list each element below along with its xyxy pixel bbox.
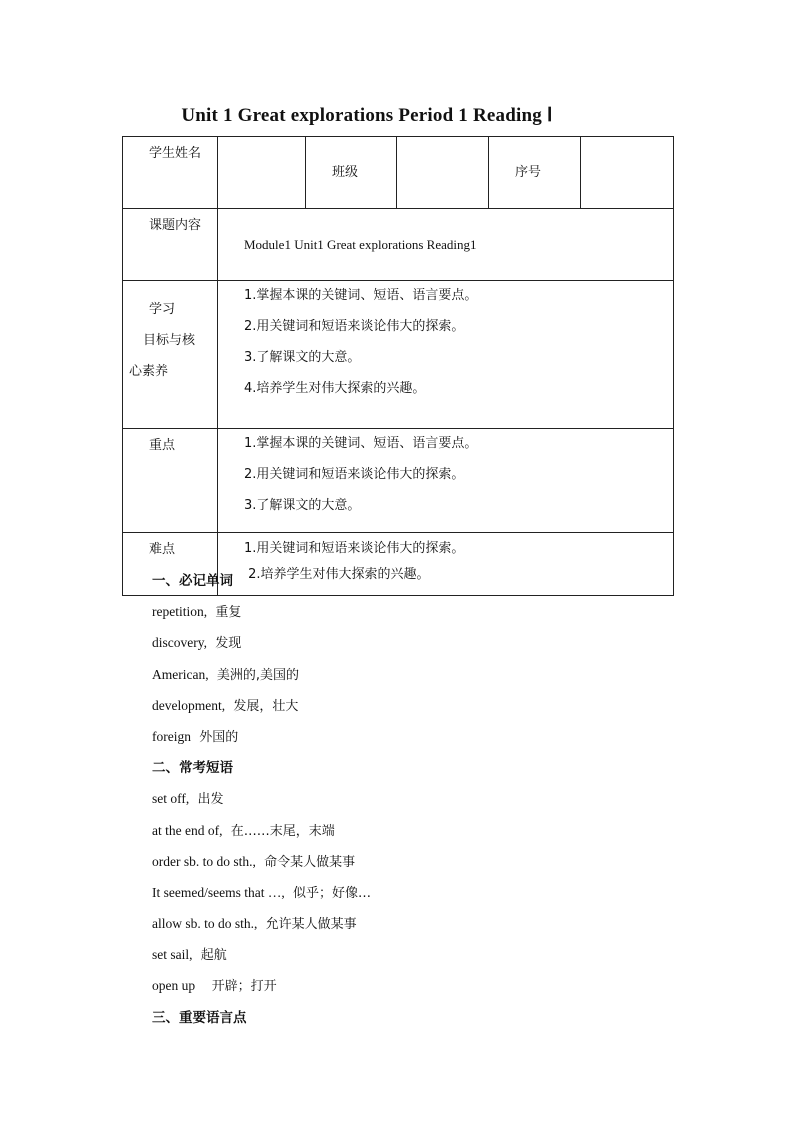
language-points-heading: 三、重要语言点 [152,1009,247,1026]
phrase-zh: 起航 [200,948,227,964]
vocab-en: development, [152,697,226,713]
phrase-item [152,853,712,884]
goal-item: 4.培养学生对伟大探索的兴趣。 [244,381,426,396]
class-cell[interactable] [397,137,489,209]
phrase-item [152,915,712,946]
vocab-zh: 美洲的,美国的 [216,667,300,683]
phrase-zh: 开辟；打开 [203,979,277,995]
phrase-zh: 似乎；好像… [292,885,371,901]
phrase-item [152,884,712,915]
phrase-zh: 允许某人做某事 [265,917,357,933]
phrase-en: at the end of, [152,822,223,838]
goals-label-line: 学习 [149,302,176,317]
vocab-item [152,634,712,665]
phrase-zh: 命令某人做某事 [264,854,356,870]
goals-label-line: 心素养 [129,364,169,379]
phrase-item [152,977,712,1008]
phrase-en: It seemed/seems that …, [152,884,285,900]
key-point-item: 2.用关键词和短语来谈论伟大的探索。 [244,467,465,482]
key-point-item: 1.掌握本课的关键词、短语、语言要点。 [244,436,478,451]
lesson-info-table [122,136,674,596]
document-title: Unit 1 Great explorations Period 1 Reading Ⅰ [181,105,553,126]
goal-item: 3.了解课文的大意。 [244,350,361,365]
vocab-item [152,728,712,759]
phrase-en: set off, [152,791,190,807]
key-points-label: 重点 [123,429,218,533]
phrase-item [152,822,712,853]
vocab-en: discovery, [152,635,207,651]
student-row [123,137,674,209]
vocab-en: American, [152,666,209,682]
goals-list [218,281,674,429]
goals-label [123,281,218,429]
key-points-row [123,429,674,533]
class-label: 班级 [306,137,397,209]
number-cell[interactable] [581,137,674,209]
phrase-item [152,946,712,977]
goal-item: 2.用关键词和短语来谈论伟大的探索。 [244,319,465,334]
phrase-en: open up [152,978,196,994]
difficult-point-item: 2.培养学生对伟大探索的兴趣。 [244,567,430,582]
vocab-item [152,603,712,634]
study-sections [152,572,712,1040]
goals-row [123,281,674,429]
vocab-zh: 发现 [215,636,242,652]
phrase-en: allow sb. to do sth., [152,916,258,932]
vocab-zh: 发展，壮大 [233,698,299,714]
topic-value: Module1 Unit1 Great explorations Reading1 [218,209,674,281]
vocab-en: repetition, [152,604,208,620]
goal-item: 1.掌握本课的关键词、短语、语言要点。 [244,288,478,303]
student-name-cell[interactable] [218,137,306,209]
number-label: 序号 [489,137,581,209]
phrase-en: set sail, [152,947,193,963]
topic-label: 课题内容 [123,209,218,281]
vocab-en: foreign [152,728,191,744]
key-point-item: 3.了解课文的大意。 [244,498,361,513]
key-points-list [218,429,674,533]
phrase-zh: 在……末尾，末端 [230,823,335,839]
vocab-zh: 重复 [215,605,242,621]
vocab-heading: 一、必记单词 [152,573,233,589]
vocab-item [152,666,712,697]
difficult-point-item: 1.用关键词和短语来谈论伟大的探索。 [244,541,465,556]
topic-row [123,209,674,281]
vocab-zh: 外国的 [199,729,239,745]
goals-label-line: 目标与核 [143,333,196,348]
vocab-item [152,697,712,728]
phrases-heading: 二、常考短语 [152,760,233,777]
difficult-points-label: 难点 [123,533,218,596]
phrase-zh: 出发 [197,792,224,808]
phrase-item [152,790,712,821]
student-name-label: 学生姓名 [123,137,218,209]
phrase-en: order sb. to do sth., [152,853,256,869]
